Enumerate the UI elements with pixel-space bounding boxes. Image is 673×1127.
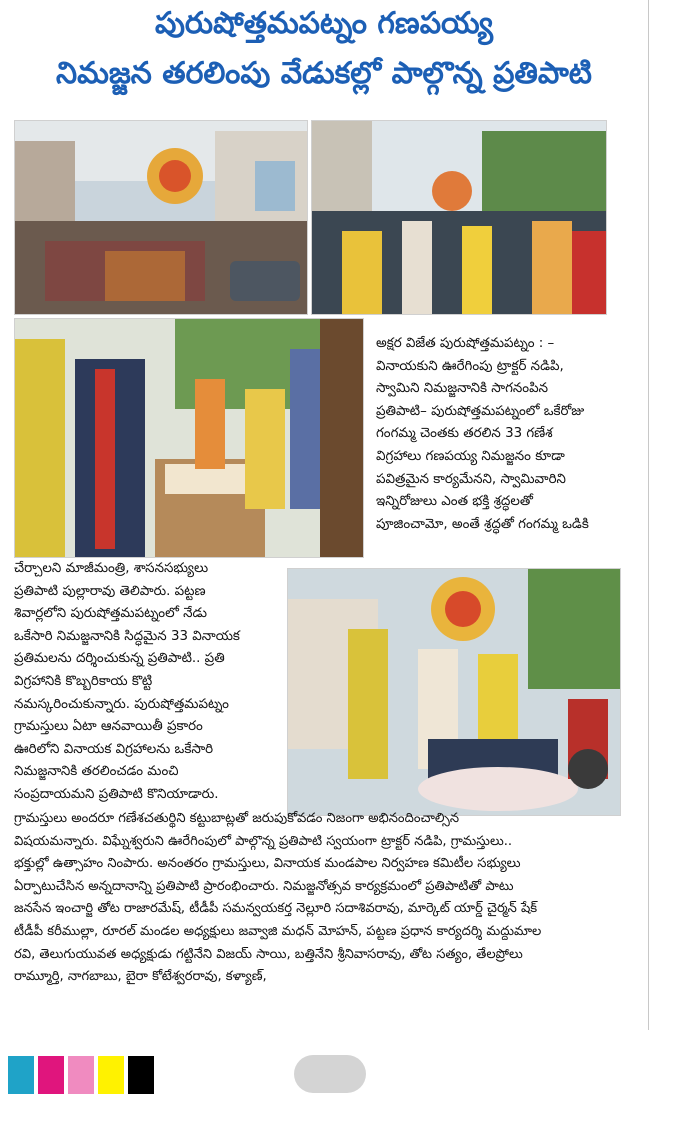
article-full-width	[14, 808, 636, 989]
article-line: అక్షర విజేత పురుషోత్తమపట్నం : –	[376, 336, 555, 351]
photo-cake-cutting	[14, 318, 364, 558]
article-line: జనసేన ఇంచార్జి తోట రాజారమేష్, టీడీపీ సమన్వయకర్త నెల్లూరి సదాశివరావు, మార్కెట్ యార్డ్ చైర్మన్ షేక్	[14, 901, 538, 917]
photo-tractor-procession	[287, 568, 621, 816]
article-line: పవిత్రమైన కార్యమేనని, స్వామివారిని	[376, 471, 566, 487]
article-line: ఊరిలోని వినాయక విగ్రహాలను ఒకేసారి	[14, 741, 214, 757]
article-line: సంప్రదాయమని ప్రతిపాటి కొనియాడారు.	[14, 786, 219, 802]
color-swatch-pink	[68, 1056, 94, 1094]
article-line: రవి, తెలుగుయువత అధ్యక్షుడు గట్టినేని విజయ్ సాయి, బత్తినేని శ్రీనివాసరావు, తోట సత్యం, తేలప్రోలు	[14, 946, 523, 962]
photo-group-gathering	[311, 120, 607, 315]
article-line: వినాయకుని ఊరేగింపు ట్రాక్టర్ నడిపి,	[376, 358, 564, 374]
article-line: టీడీపీ కరీముల్లా, రూరల్ మండల అధ్యక్షులు జవ్వాజి మధన్ మోహన్, పట్టణ ప్రధాన కార్యదర్శి మద్దుమాల	[14, 923, 542, 939]
article-line: నమస్కరించుకున్నారు. పురుషోత్తమపట్నం	[14, 696, 229, 712]
article-line: గ్రామస్తులు ఏటా ఆనవాయితీ ప్రకారం	[14, 719, 203, 735]
article-line: ప్రతిపాటి– పురుషోత్తమపట్నంలో ఒకేరోజు	[376, 403, 585, 419]
article-line: భక్తుల్లో ఉత్సాహం నింపారు. అనంతరం గ్రామస్తులు, వినాయక మండపాల నిర్వహణ కమిటీల సభ్యులు	[14, 856, 521, 872]
article-line: చేర్చాలని మాజీమంత్రి, శాసనసభ్యులు	[14, 561, 209, 576]
article-line: స్వామిని నిమజ్జనానికి సాగనంపిన	[376, 381, 548, 397]
article-line: గంగమ్మ చెంతకు తరలిన 33 గణేశ	[376, 426, 553, 442]
article-line: పూజించామో, అంతే శ్రద్ధతో గంగమ్మ ఒడికి	[376, 516, 589, 532]
article-line: ఒకేసారి నిమజ్జనానికి సిద్ధమైన 33 వినాయక	[14, 628, 240, 644]
article-line: విషయమన్నారు. విఘ్నేశ్వరుని ఊరేగింపులో పాల్గొన్న ప్రతిపాటి స్వయంగా ట్రాక్టర్ నడిపి, గ్రామస్తులు..	[14, 833, 513, 849]
article-line: విగ్రహాలు గణపయ్య నిమజ్జనం కూడా	[376, 448, 565, 464]
article-line: నిమజ్జనానికి తరలించడం మంచి	[14, 764, 179, 780]
scroll-handle[interactable]	[294, 1055, 366, 1093]
article-line: గ్రామస్తులు అందరూ గణేశచతుర్థిని కట్టుబాట్లతో జరుపుకోవడం నిజంగా అభినందించాల్సిన	[14, 811, 460, 826]
article-line: ఇన్నిరోజులు ఎంత భక్తి శ్రద్ధలతో	[376, 494, 533, 510]
color-swatch-black	[128, 1056, 154, 1094]
article-line: ప్రతిపాటి పుల్లారావు తెలిపారు. పట్టణ	[14, 583, 206, 599]
article-line: శివార్లలోని పురుషోత్తమపట్నంలో నేడు	[14, 606, 208, 622]
article-line: ఏర్పాటుచేసిన అన్నదానాన్ని ప్రతిపాటి ప్రారంభించారు. నిమజ్జనోత్సవ కార్యక్రమంలో ప్రతిపాటితో పాటు	[14, 878, 514, 894]
color-swatch-magenta	[38, 1056, 64, 1094]
headline-line-1: పురుషోత్తమపట్నం గణపయ్య	[154, 6, 494, 41]
article-column-left-mid	[14, 558, 282, 807]
color-swatch-yellow	[98, 1056, 124, 1094]
article-line: విగ్రహానికి కొబ్బరికాయ కొట్టి	[14, 673, 153, 689]
color-swatch-cyan	[8, 1056, 34, 1094]
article-line: రామ్మూర్తి, నాగబాబు, బైరా కోటేశ్వరరావు, కళ్యాణ్,	[14, 969, 267, 985]
article-column-right-top	[376, 333, 634, 536]
article-line: ప్రతిమలను దర్శించుకున్న ప్రతిపాటి.. ప్రతి	[14, 651, 225, 667]
photo-street-procession	[14, 120, 308, 315]
column-divider	[648, 0, 649, 1030]
headline-line-2: నిమజ్జన తరలింపు వేడుకల్లో పాల్గొన్న ప్రతిపాటి	[56, 56, 592, 91]
